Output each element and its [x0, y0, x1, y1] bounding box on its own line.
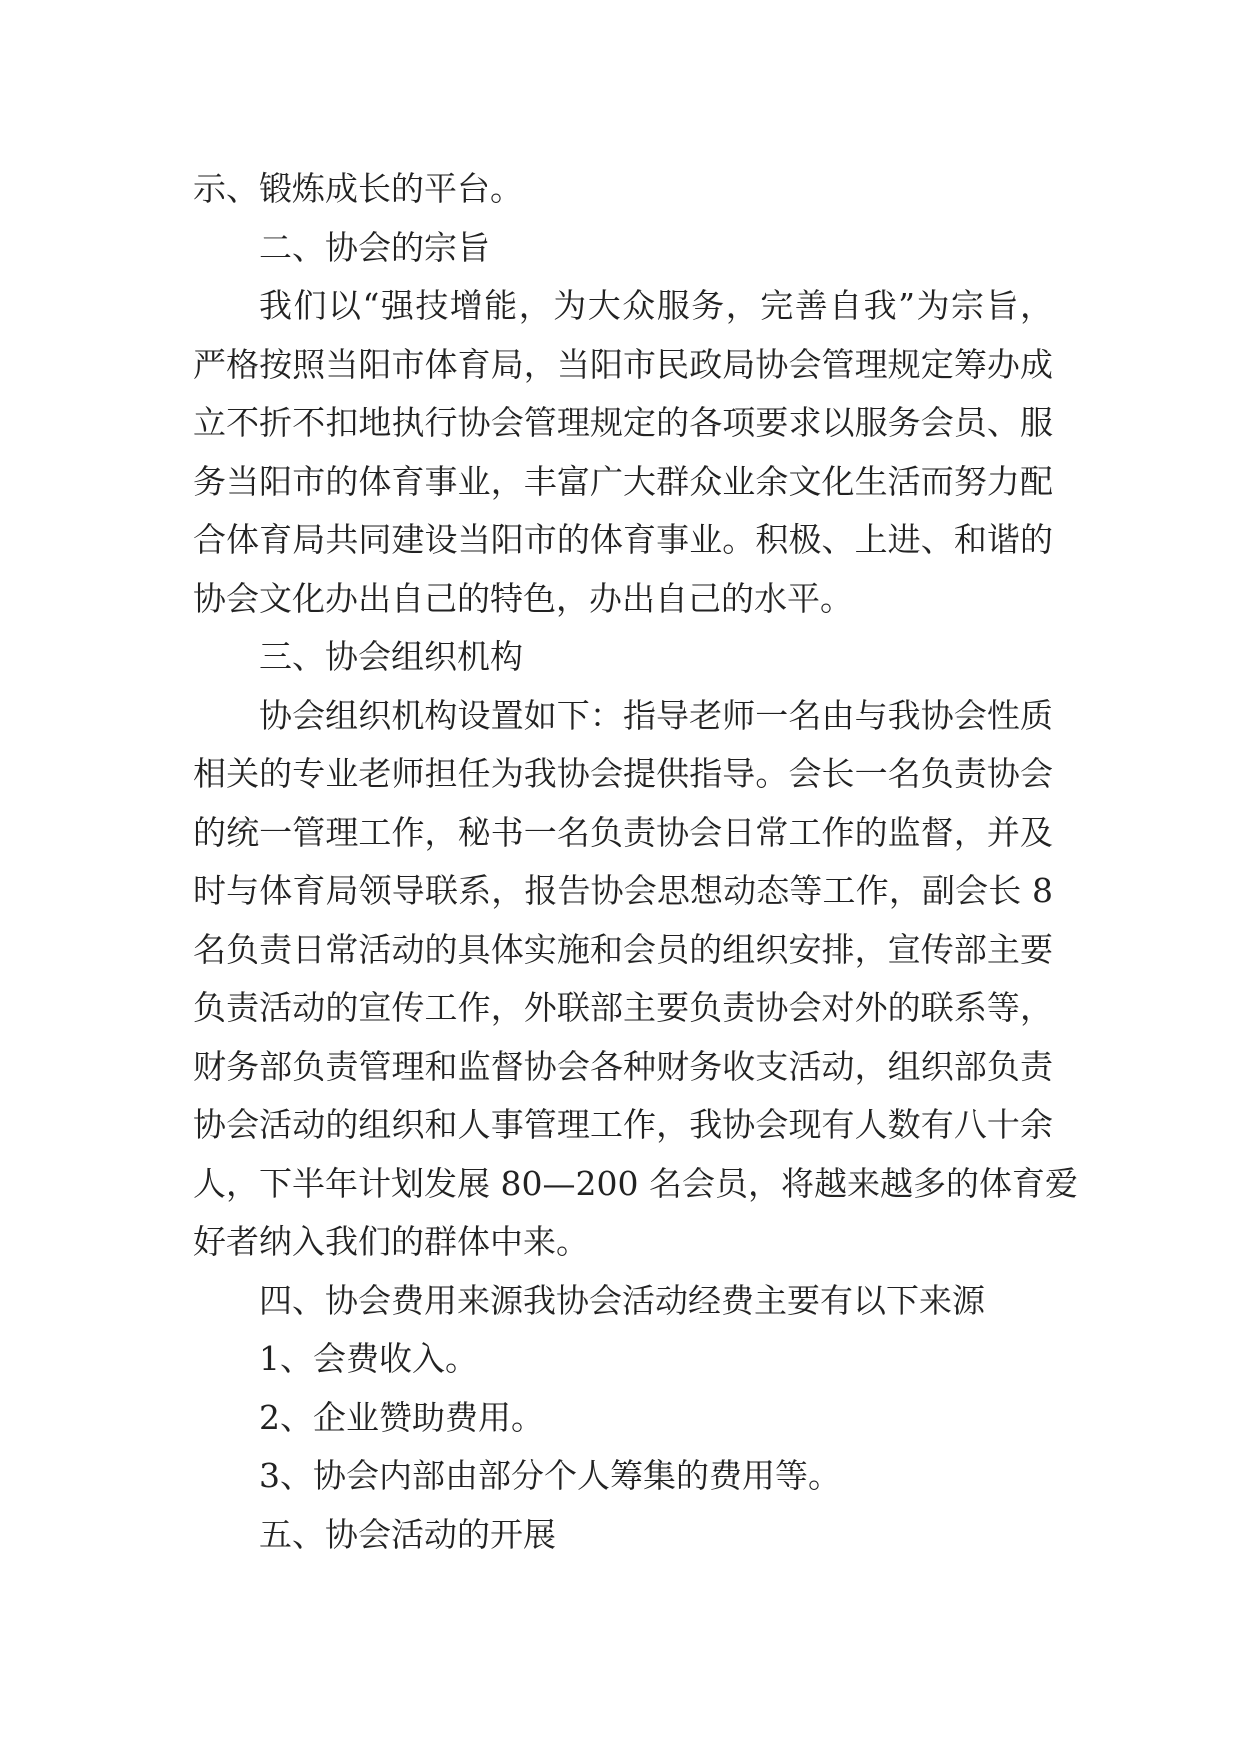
text-line: 严格按照当阳市体育局，当阳市民政局协会管理规定筹办成: [193, 344, 1053, 384]
text-line: 三、协会组织机构: [259, 637, 523, 676]
text-line: 人，下半年计划发展 80—200 名会员，将越来越多的体育爱: [193, 1163, 1078, 1203]
text-line: 1、会费收入。: [259, 1339, 478, 1378]
text-line: 负责活动的宣传工作，外联部主要负责协会对外的联系等，: [193, 988, 1053, 1027]
text-line: 名负责日常活动的具体实施和会员的组织安排，宣传部主要: [193, 929, 1053, 969]
text-line: 协会组织机构设置如下：指导老师一名由与我协会性质: [259, 695, 1053, 735]
document-body: [193, 160, 1078, 1564]
text-line: 好者纳入我们的群体中来。: [193, 1222, 589, 1261]
text-line: 务当阳市的体育事业，丰富广大群众业余文化生活而努力配: [193, 461, 1053, 501]
text-line: 立不折不扣地执行协会管理规定的各项要求以服务会员、服: [193, 403, 1053, 442]
text-line: 五、协会活动的开展: [259, 1514, 556, 1554]
text-line: 二、协会的宗旨: [259, 227, 490, 267]
text-line: 相关的专业老师担任为我协会提供指导。会长一名负责协会: [193, 754, 1053, 793]
text-line: 四、协会费用来源我协会活动经费主要有以下来源: [259, 1280, 985, 1320]
text-line: 财务部负责管理和监督协会各种财务收支活动，组织部负责: [193, 1046, 1053, 1086]
text-line: 我们以“强技增能，为大众服务，完善自我”为宗旨，: [259, 286, 1053, 325]
text-line: 协会文化办出自己的特色，办出自己的水平。: [193, 578, 853, 618]
text-line: 示、锻炼成长的平台。: [193, 169, 523, 208]
text-line: 的统一管理工作，秘书一名负责协会日常工作的监督，并及: [193, 812, 1053, 852]
text-line: 合体育局共同建设当阳市的体育事业。积极、上进、和谐的: [193, 520, 1053, 559]
text-line: 协会活动的组织和人事管理工作，我协会现有人数有八十余: [193, 1105, 1053, 1144]
text-line: 2、企业赞助费用。: [259, 1397, 544, 1437]
text-line: 时与体育局领导联系，报告协会思想动态等工作，副会长 8: [193, 871, 1053, 910]
text-line: 3、协会内部由部分个人筹集的费用等。: [259, 1456, 841, 1495]
